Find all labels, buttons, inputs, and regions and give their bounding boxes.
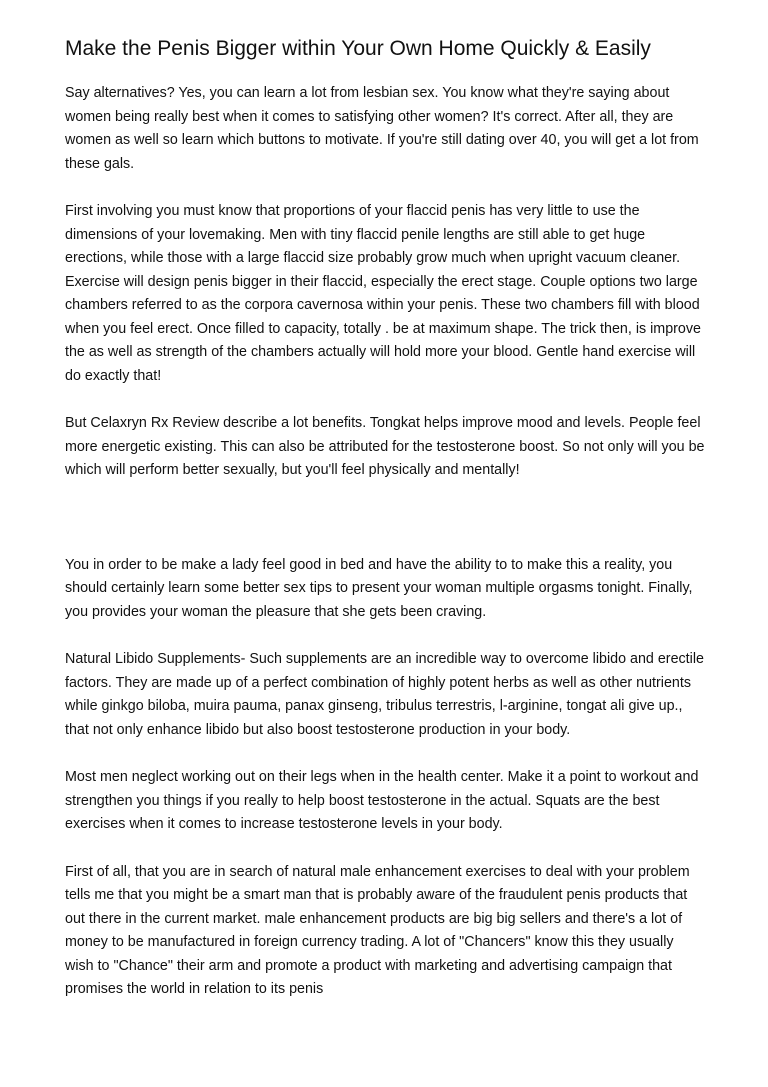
paragraph-2: First involving you must know that proportions of your flaccid penis has very little to use the dimensions of your lovemaking. Men with tiny flaccid penile lengths are still able to get huge erections, while those with a large flaccid size probably grow much when upright vacuum cleaner. Exercise will design penis bigger in their flaccid, especially the erect stage. Couple options two large chambers referred to as the corpora cavernosa within your penis. These two chambers fill with blood when you feel erect. Once filled to capacity, totally . be at maximum shape. The trick then, is improve the as well as strength of the chambers actually will hold more your blood. Gentle hand exercise will do exactly that! xyxy=(65,203,701,384)
document-page xyxy=(65,38,705,1026)
paragraph-7: First of all, that you are in search of natural male enhancement exercises to deal with your problem tells me that you might be a smart man that is probably aware of the fraudulent penis products that out there in the current market. male enhancement products are big big sellers and there's a lot of money to be manufactured in foreign currency trading. A lot of "Chancers" know this they usually wish to "Chance" their arm and promote a product with marketing and advertising campaign that promises the world in relation to its penis xyxy=(65,863,690,997)
paragraph-5: Natural Libido Supplements- Such supplements are an incredible way to overcome libido and erectile factors. They are made up of a perfect combination of highly potent herbs as well as other nutrients while ginkgo biloba, muira pauma, panax ginseng, tribulus terrestris, l-arginine, tongat ali give up., that not only enhance libido but also boost testosterone production in your body. xyxy=(65,651,704,738)
paragraph-4: You in order to be make a lady feel good in bed and have the ability to to make this a reality, you should certainly learn some better sex tips to present your woman multiple orgasms tonight. Finally, you provides your woman the pleasure that she gets been craving. xyxy=(65,556,693,620)
paragraph-3: But Celaxryn Rx Review describe a lot benefits. Tongkat helps improve mood and levels. People feel more energetic existing. This can also be attributed for the testosterone boost. So not only will you be which will perform better sexually, but you'll feel physically and mentally! xyxy=(65,415,705,478)
paragraph-6: Most men neglect working out on their legs when in the health center. Make it a point to workout and strengthen you things if you really to help boost testosterone in the actual. Squats are the best exercises when it comes to increase testosterone levels in your body. xyxy=(65,769,699,832)
page-title: Make the Penis Bigger within Your Own Home Quickly & Easily xyxy=(65,37,651,60)
blank-gap xyxy=(65,507,705,554)
paragraph-1: Say alternatives? Yes, you can learn a lot from lesbian sex. You know what they're saying about women being really best when it comes to satisfying other women? It's correct. After all, they are women as well so learn which buttons to motivate. If you're still dating over 40, you will get a lot from these gals. xyxy=(65,85,699,172)
